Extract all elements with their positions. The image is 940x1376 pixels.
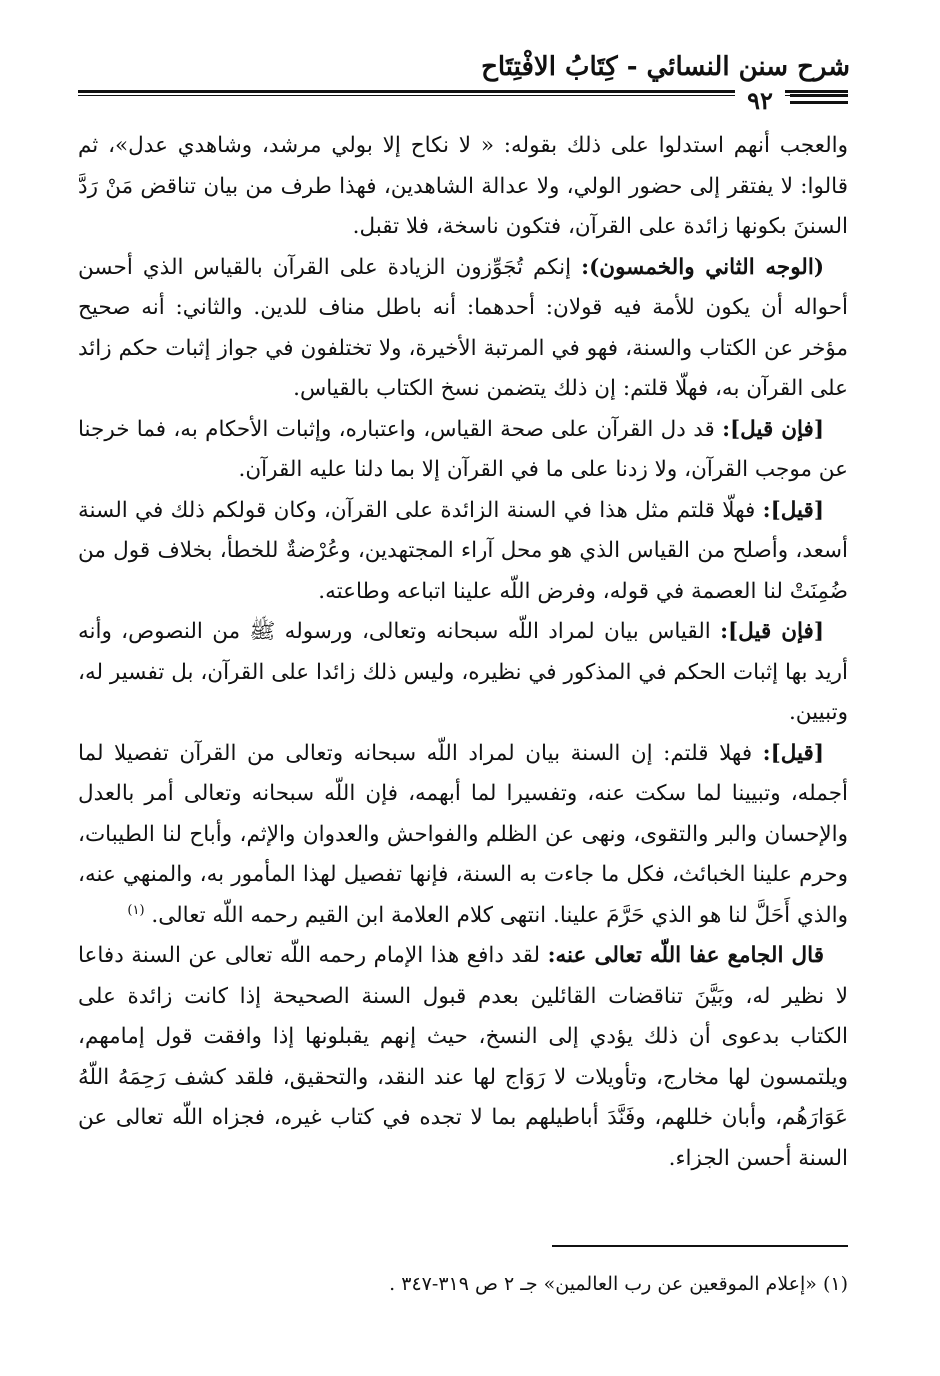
body-text	[78, 126, 848, 1179]
paragraph-text: قد دل القرآن على صحة القياس، واعتباره، وإثبات الأحكام به، فما خرجنا عن موجب القرآن، ولا زدنا على ما في القرآن إلا بما دلنا عليه القرآن.	[78, 416, 848, 482]
header-rule-thin	[78, 95, 848, 96]
paragraph	[78, 491, 848, 613]
page-number-ornament	[790, 94, 848, 108]
paragraph-text: فهلا قلتم: إن السنة بيان لمراد اللّه سبحانه وتعالى من القرآن تفصيلا لما أجمله، وتبيينا لما سكت عنه، وتفسيرا لما أبهمه، فإن اللّه سبحانه وتعالى أمر بالعدل والإحسان والبر والتقوى، ونهى عن الظلم والفواحش والعدوان والإثم، وأباح لنا الطيبات، وحرم علينا الخبائث، فكل ما جاءت به السنة، فإنها تفصيل لهذا المأمور به، والمنهي عنه، والذي أَحَلَّ لنا هو الذي حَرَّمَ علينا. انتهى كلام العلامة ابن القيم رحمه اللّه تعالى.	[78, 740, 848, 928]
paragraph-lead: (الوجه الثاني والخمسون):	[581, 254, 824, 280]
paragraph	[78, 612, 848, 734]
footnote-reference: (١)	[127, 902, 145, 918]
paragraph-lead: [فإن قيل]:	[720, 619, 824, 644]
paragraph	[78, 734, 848, 937]
paragraph	[78, 248, 848, 410]
paragraph-text: والعجب أنهم استدلوا على ذلك بقوله: « لا نكاح إلا بولي مرشد، وشاهدي عدل»، ثم قالوا: لا يفتقر إلى حضور الولي، ولا عدالة الشاهدين، فهذا طرف من بيان تناقض مَنْ رَدَّ السننَ بكونها زائدة على القرآن، فتكون ناسخة، فلا تقبل.	[78, 133, 848, 239]
footnote: (١) «إعلام الموقعين عن رب العالمين» جـ ٢ ص ٣١٩-٣٤٧ .	[389, 1273, 848, 1295]
paragraph	[78, 126, 848, 248]
paragraph	[78, 936, 848, 1179]
paragraph-lead: قال الجامع عفا اللّه تعالى عنه:	[547, 943, 825, 968]
paragraph-text: إنكم تُجَوِّزون الزيادة على القرآن بالقياس الذي أحسن أحواله أن يكون للأمة فيه قولان: أحدهما: أنه باطل مناف للدين. والثاني: أنه صحيح مؤخر عن الكتاب والسنة، فهو في المرتبة الأخيرة، ولا تختلفون في جواز إثبات حكم زائد على القرآن به، فهلّا قلتم: إن ذلك يتضمن نسخ الكتاب بالقياس.	[78, 254, 848, 401]
paragraph-lead: [فإن قيل]:	[722, 416, 824, 442]
paragraph-text: لقد دافع هذا الإمام رحمه اللّه تعالى عن السنة دفاعا لا نظير له، وبَيَّنَ تناقضات القائلين بعدم قبول السنة الصحيحة إذا كانت زائدة على الكتاب بدعوى أن ذلك يؤدي إلى النسخ، حيث إنهم يقبلونها إذا وافقت قول إمامهم، ويلتمسون لها مخارج، وتأويلات لا رَوَاج لها عند النقد، والتحقيق، فلقد كشف رَحِمَهُ اللّهُ عَوَارَهُم، وأبان خللهم، وفَنَّدَ أباطيلهم بما لا تجده في كتاب غيره، فجزاه اللّه تعالى عن السنة أحسن الجزاء.	[78, 943, 848, 1171]
paragraph-text: فهلّا قلتم مثل هذا في السنة الزائدة على القرآن، وكان قولكم ذلك في السنة أسعد، وأصلح من القياس الذي هو محل آراء المجتهدين، وعُرْضةٌ للخطأ، بخلاف قول من ضُمِنَتْ لنا العصمة في قوله، وفرض اللّه علينا اتباعه وطاعته.	[78, 497, 848, 604]
paragraph	[78, 410, 848, 491]
running-title: شرح سنن النسائي - كِتَابُ الافْتِتَاح	[481, 52, 850, 82]
paragraph-text: القياس بيان لمراد اللّه سبحانه وتعالى، ورسوله ﷺ من النصوص، وأنه أريد بها إثبات الحكم في المذكور في نظيره، وليس ذلك زائدا على القرآن، بل تفسير له، وتبيين.	[78, 619, 848, 725]
paragraph-lead: [قيل]:	[762, 740, 824, 766]
page-number: ٩٢	[735, 86, 785, 115]
footnote-rule	[552, 1245, 848, 1247]
paragraph-lead: [قيل]:	[762, 497, 824, 523]
header-rule	[78, 90, 848, 93]
